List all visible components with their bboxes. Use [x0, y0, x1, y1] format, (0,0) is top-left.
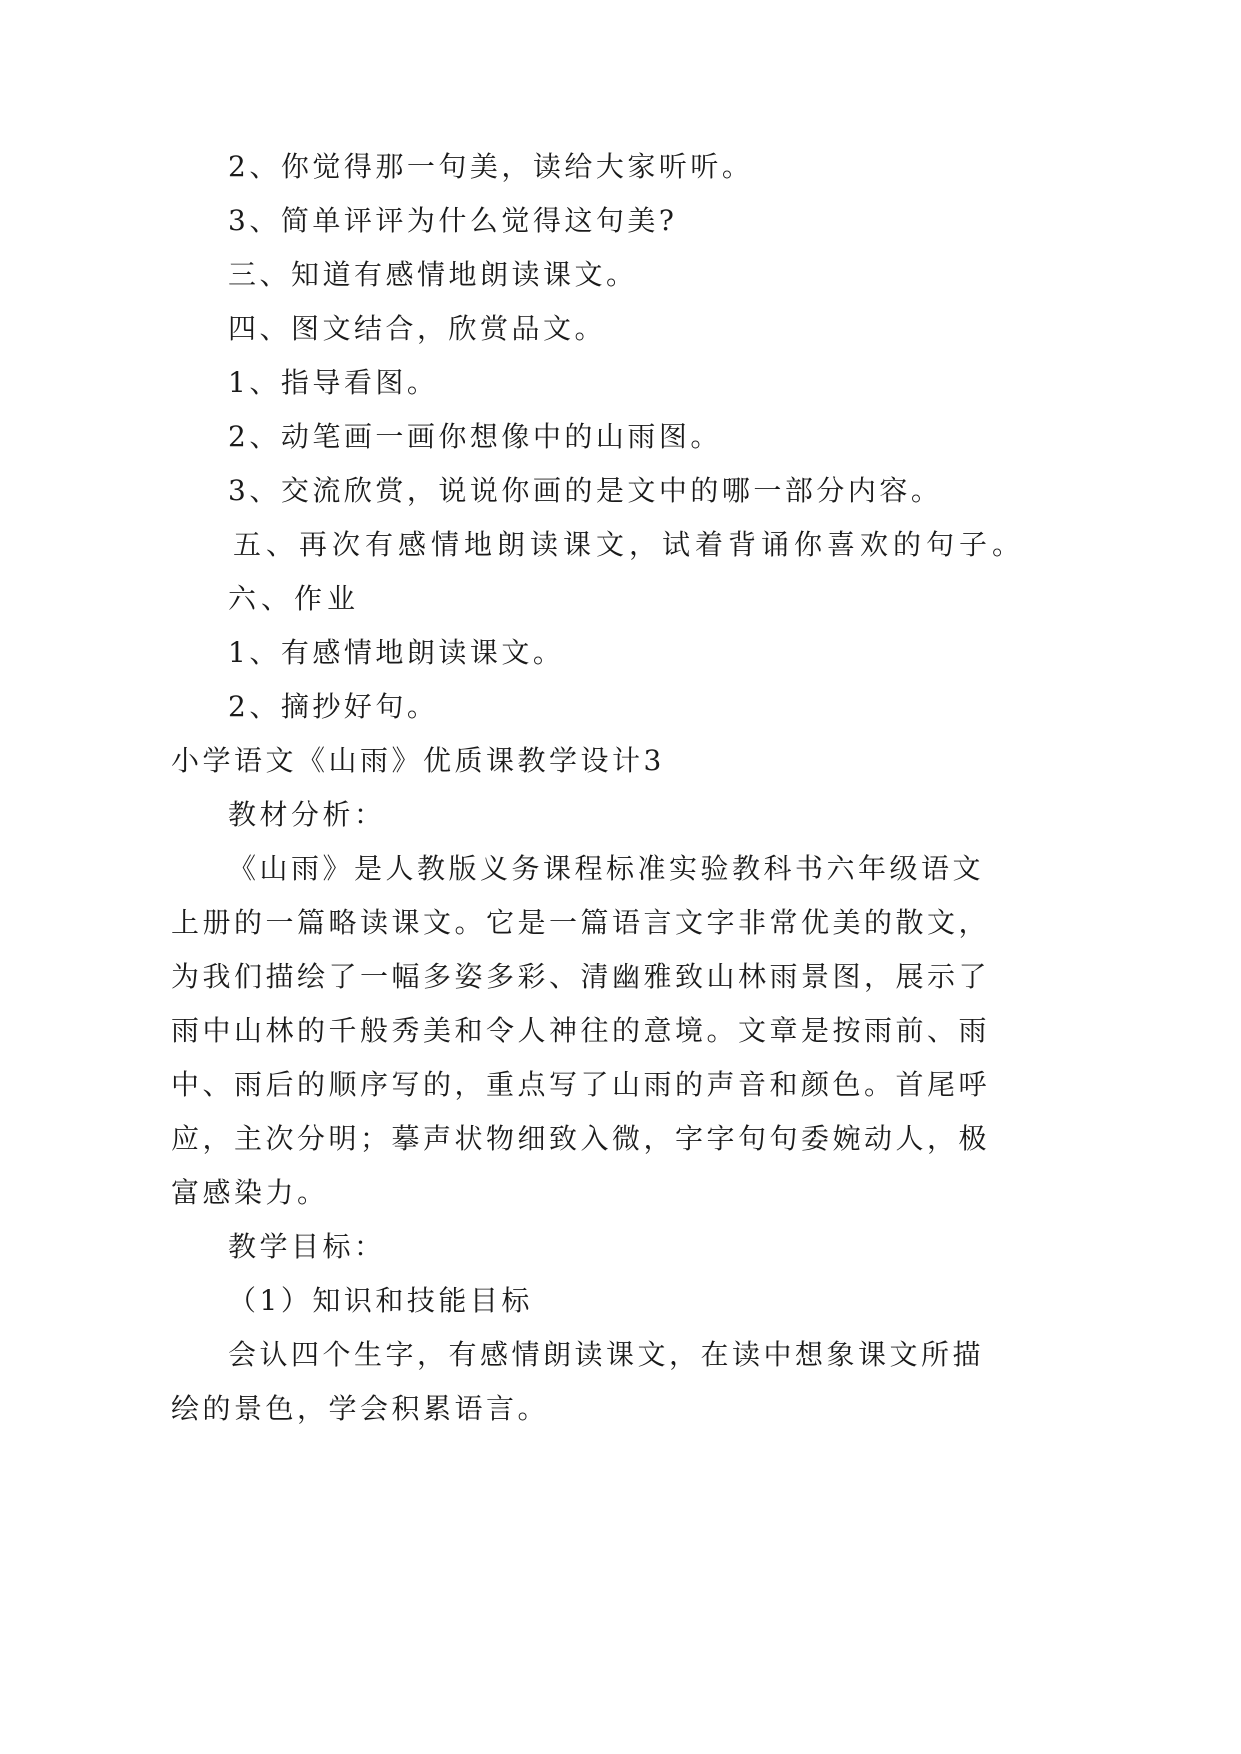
text-line: 中、雨后的顺序写的，重点写了山雨的声音和颜色。首尾呼: [171, 1068, 991, 1101]
text-line: 2、摘抄好句。: [228, 690, 439, 723]
text-line: 1、指导看图。: [228, 366, 439, 399]
text-line: 2、你觉得那一句美，读给大家听听。: [228, 150, 754, 183]
text-line: 《山雨》是人教版义务课程标准实验教科书六年级语文: [228, 852, 985, 885]
text-line: 为我们描绘了一幅多姿多彩、清幽雅致山林雨景图，展示了: [171, 960, 991, 993]
text-line: 雨中山林的千般秀美和令人神往的意境。文章是按雨前、雨: [171, 1014, 991, 1047]
section-heading: 小学语文《山雨》优质课教学设计3: [171, 744, 665, 777]
text-line: 1、有感情地朗读课文。: [228, 636, 565, 669]
text-line: 会认四个生字，有感情朗读课文，在读中想象课文所描: [228, 1338, 985, 1371]
text-line: 教学目标：: [228, 1230, 386, 1263]
text-line: 3、简单评评为什么觉得这句美?: [228, 204, 678, 237]
text-line: （1）知识和技能目标: [228, 1284, 533, 1317]
text-line: 五、再次有感情地朗读课文，试着背诵你喜欢的句子。: [233, 528, 1026, 561]
text-line: 六、作业: [228, 582, 361, 615]
text-line: 2、动笔画一画你想像中的山雨图。: [228, 420, 722, 453]
text-line: 上册的一篇略读课文。它是一篇语言文字非常优美的散文，: [171, 906, 991, 939]
text-line: 三、知道有感情地朗读课文。: [228, 258, 638, 291]
text-line: 应，主次分明；摹声状物细致入微，字字句句委婉动人，极: [171, 1122, 991, 1155]
text-line: 四、图文结合，欣赏品文。: [228, 312, 607, 345]
text-line: 3、交流欣赏，说说你画的是文中的哪一部分内容。: [228, 474, 943, 507]
text-line: 教材分析：: [228, 798, 386, 831]
text-line: 绘的景色，学会积累语言。: [171, 1392, 550, 1425]
text-line: 富感染力。: [171, 1176, 329, 1209]
